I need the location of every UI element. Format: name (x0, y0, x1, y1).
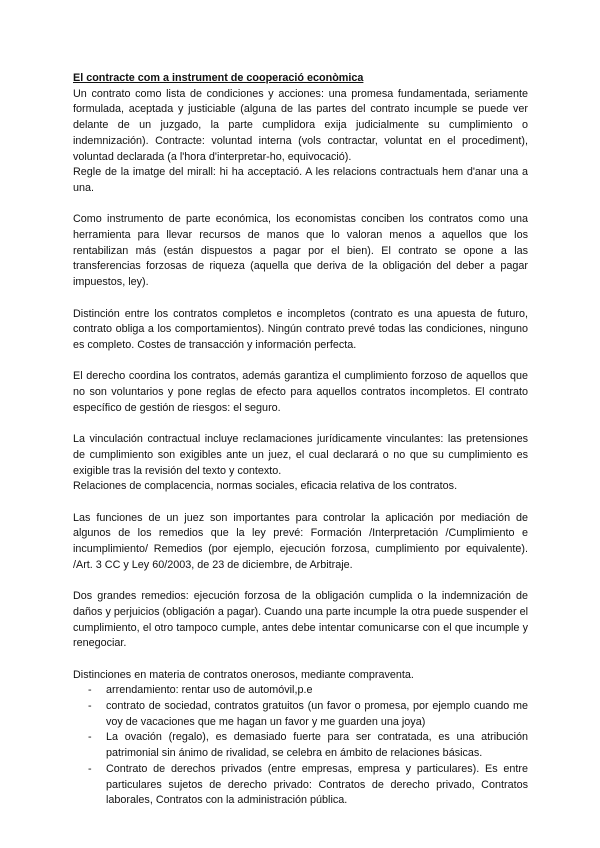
paragraph-complete-incomplete: Distinción entre los contratos completos e incompletos (contrato es una apuesta de futuro, contrato obliga a los comportamientos). Ningún contrato prevé todas las condiciones, ninguno es completo. Costes de transacción y información perfecta. (73, 307, 528, 351)
paragraph-economic-instrument: Como instrumento de parte económica, los economistas conciben los contratos como una herramienta para llevar recursos de manos que lo valoran menos a aquellos que los rentabilizan más (están dispuestos a pagar por el bien). El contrato se opone a las transferencias forzosas de riqueza (aquella que deriva de la obligación del deber a pagar impuestos, ley). (73, 213, 528, 289)
spacer (73, 416, 528, 432)
paragraph-complacency: Relaciones de complacencia, normas sociales, eficacia relativa de los contratos. (73, 480, 458, 493)
list-item-text: Contrato de derechos privados (entre empresas, empresa y particulares). Es entre particulares sujetos de derecho privado: Contratos de derecho privado, Contratos laborales, Contratos con la administración pública. (106, 762, 528, 807)
paragraph-mirror-rule: Regle de la imatge del mirall: hi ha acceptació. A les relacions contractuals hem d'anar una a una. (73, 166, 528, 194)
spacer (73, 354, 528, 370)
document-title: El contracte com a instrument de cooperació econòmica (73, 72, 364, 84)
paragraph-judge-functions: Las funciones de un juez son importantes para controlar la aplicación por mediación de algunos de los remedios que la ley prevé: Formación /Interpretación /Cumplimiento e incumplimiento/ Remedios (por ejemplo, ejecución forzosa, cumplimiento por equivalente). /Art. 3 CC y Ley 60/2003, de 23 de diciembre, de Arbitraje. (73, 511, 528, 571)
list-item (73, 730, 528, 761)
list-item-text: La ovación (regalo), es demasiado fuerte para ser contratada, es una atribución patrimonial sin ánimo de rivalidad, se celebra en ámbito de relaciones básicas. (106, 731, 528, 760)
dash-bullet: - (88, 700, 92, 713)
paragraph-distinctions: Distinciones en materia de contratos onerosos, mediante compraventa. (73, 668, 414, 681)
list-item (73, 699, 528, 730)
list-item-text: contrato de sociedad, contratos gratuitos (un favor o promesa, por ejemplo cuando me voy de vacaciones que me hagan un favor y me guarden una joya) (106, 700, 528, 728)
dash-bullet: - (88, 684, 92, 697)
spacer (73, 652, 528, 668)
paragraph-contract-definition: Un contrato como lista de condiciones y acciones: una promesa fundamentada, seriamente formulada, aceptada y justiciable (alguna de las partes del contrato incumple se puede ver delante de un juzgado, la parte cumplidora exija judicialmente su cumplimiento o indemnización). Contracte: voluntad interna (vols contractar, voluntat en el procediment), voluntad declarada (a l'hora d'interpretar-ho, equivocació). (73, 87, 528, 163)
list-item-text: arrendamiento: rentar uso de automóvil,p.e (106, 684, 313, 697)
spacer (73, 291, 528, 307)
list-item (73, 762, 528, 809)
paragraph-remedies: Dos grandes remedios: ejecución forzosa de la obligación cumplida o la indemnización de daños y perjuicios (obligación a pagar). Cuando una parte incumple la otra puede suspender el cumplimiento, el otro tampoco cumple, antes debe intentar comunicarse con el que incumple y renegociar. (73, 590, 528, 650)
paragraph-contractual-binding: La vinculación contractual incluye reclamaciones jurídicamente vinculantes: las pretensiones de cumplimiento son exigibles ante un juez, el cual declarará o no que su cumplimiento es exigible tras la revisión del texto y contexto. (73, 433, 528, 477)
spacer (73, 573, 528, 589)
distinctions-list (73, 683, 528, 809)
list-item (73, 683, 528, 699)
document-page (73, 71, 528, 809)
spacer (73, 197, 528, 213)
spacer (73, 495, 528, 511)
paragraph-law-coordinates: El derecho coordina los contratos, además garantiza el cumplimiento forzoso de aquellos que no son voluntarios y pone reglas de efecto para aquellos contratos incompletos. El contrato específico de gestión de riesgos: el seguro. (73, 370, 528, 414)
dash-bullet: - (88, 731, 92, 744)
dash-bullet: - (88, 762, 92, 775)
